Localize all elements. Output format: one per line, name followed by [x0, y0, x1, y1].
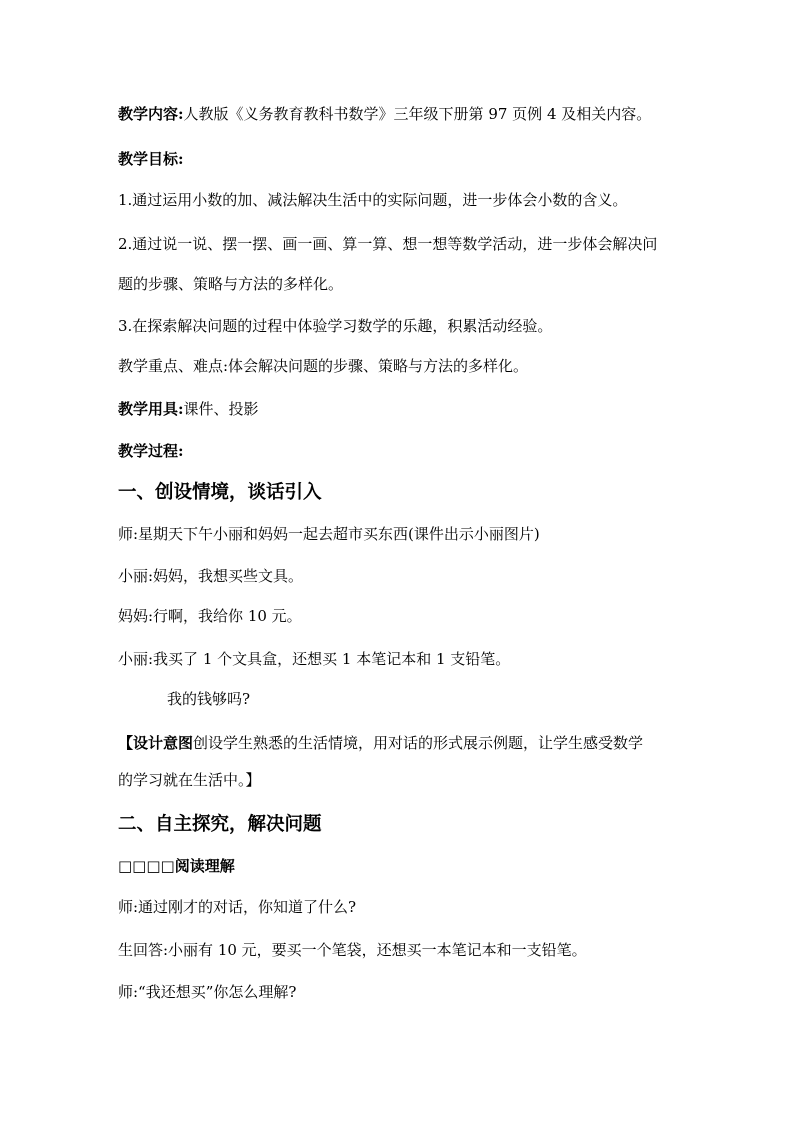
- design-intent-line-1: [118, 733, 643, 753]
- dialog-student-answer: 生回答:小丽有 10 元，要买一个笔袋，还想买一本笔记本和一支铅笔。: [118, 941, 587, 959]
- section-2-title: 二、自主探究，解决问题: [118, 814, 322, 835]
- teaching-tools-label: 教学用具:: [118, 400, 184, 418]
- subsection-reading: [118, 856, 235, 876]
- missing-glyph-boxes: □□□□: [118, 857, 175, 875]
- teaching-goals-heading: 教学目标:: [118, 150, 184, 168]
- design-intent-line-2: 的学习就在生活中。】: [118, 771, 261, 789]
- subsection-reading-title: 阅读理解: [174, 857, 235, 875]
- teaching-content-line: [118, 104, 651, 124]
- teaching-content-label: 教学内容:: [118, 105, 184, 123]
- dialog-teacher-question: 师:通过刚才的对话，你知道了什么?: [118, 898, 357, 916]
- teaching-process-heading: 教学过程:: [118, 442, 184, 460]
- dialog-teacher-intro: 师:星期天下午小丽和妈妈一起去超市买东西(课件出示小丽图片): [118, 525, 540, 543]
- dialog-xiaoli-1: 小丽:妈妈，我想买些文具。: [118, 567, 304, 585]
- key-points-line: 教学重点、难点:体会解决问题的步骤、策略与方法的多样化。: [118, 357, 529, 375]
- dialog-xiaoli-question: 我的钱够吗?: [167, 690, 251, 708]
- goal-3: 3.在探索解决问题的过程中体验学习数学的乐趣，积累活动经验。: [118, 317, 553, 335]
- design-intent-text: 创设学生熟悉的生活情境，用对话的形式展示例题，让学生感受数学: [193, 734, 644, 752]
- goal-2-line-1: 2.通过说一说、摆一摆、画一画、算一算、想一想等数学活动，进一步体会解决问: [118, 235, 658, 253]
- teaching-tools-text: 课件、投影: [183, 400, 259, 418]
- design-intent-label: 【设计意图: [118, 734, 194, 752]
- section-1-title: 一、创设情境，谈话引入: [118, 482, 322, 503]
- dialog-teacher-followup: 师:“我还想买”你怎么理解?: [118, 983, 297, 1001]
- goal-1: 1.通过运用小数的加、减法解决生活中的实际问题，进一步体会小数的含义。: [118, 191, 628, 209]
- goal-2-line-2: 题的步骤、策略与方法的多样化。: [118, 275, 344, 293]
- dialog-xiaoli-2: 小丽:我买了 1 个文具盒，还想买 1 本笔记本和 1 支铅笔。: [118, 650, 511, 668]
- dialog-mother: 妈妈:行啊，我给你 10 元。: [118, 607, 302, 625]
- teaching-tools-line: [118, 399, 259, 419]
- teaching-content-text: 人教版《义务教育教科书数学》三年级下册第 97 页例 4 及相关内容。: [183, 105, 652, 123]
